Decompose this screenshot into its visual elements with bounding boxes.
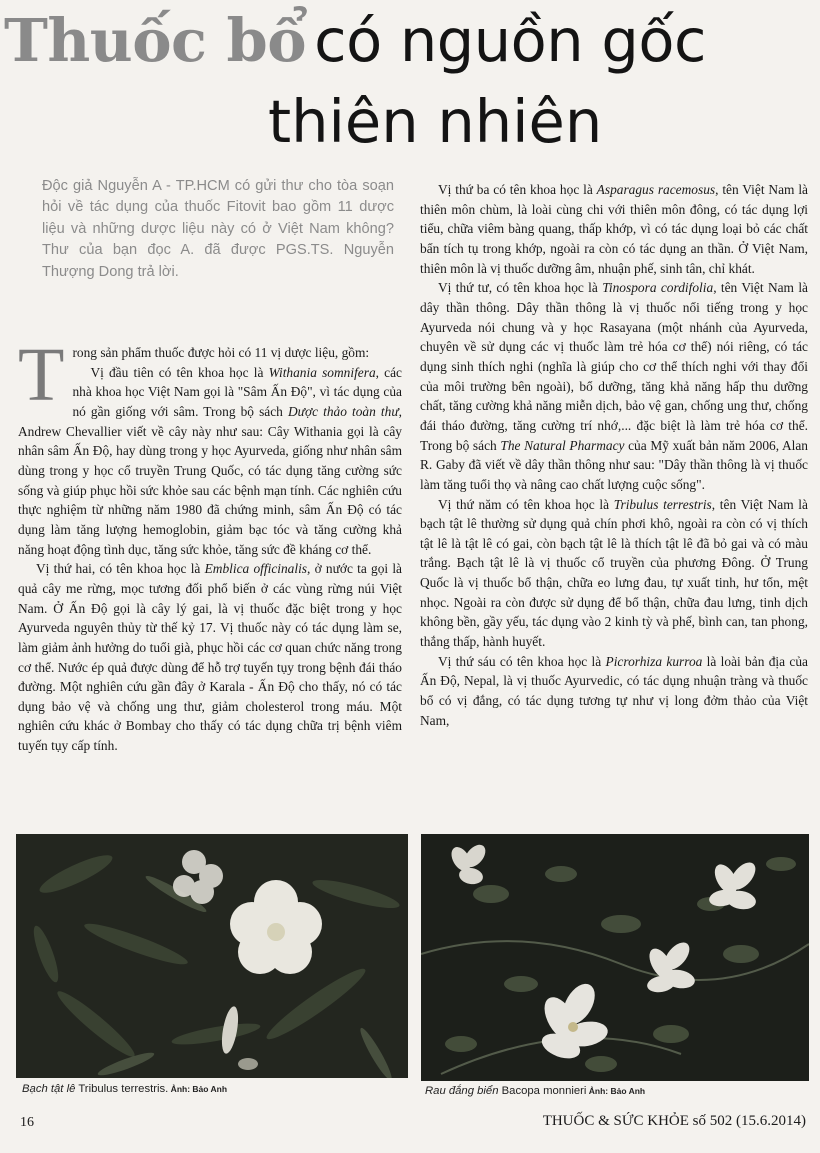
- scientific-name: Withania somnifera: [268, 364, 376, 380]
- photo-credit: Ảnh: Bảo Anh: [586, 1086, 646, 1096]
- left-column: [18, 333, 403, 756]
- scientific-name: Emblica officinalis: [204, 561, 308, 577]
- paragraph: [420, 495, 808, 652]
- paragraph-text: , tên Việt Nam là dây thần thông. Dây thần thông là vị thuốc nổi tiếng trong y học Ayurveda nói chung và y học Rasayana (một nhánh của Ayurveda, chuyên về sử dụng các vị thuốc làm trẻ hóa cơ thể) nói riêng, có tác dụng sinh thích nghi (nghĩa là giúp cho cơ thể thích nghi với thay đổi của môi trường bên ngoài), bổ dưỡng, tăng khả năng hấp thu dưỡng chất, tăng cường khả năng miễn dịch, bảo vệ gan, chống ung thư, chống đái tháo đường, tăng cường trí nhớ,... đặc biệt là làm trẻ hóa cơ thể. Trong bộ sách: [420, 280, 808, 453]
- drop-cap: T: [18, 333, 65, 417]
- flower-photo-image: [16, 834, 408, 1078]
- article-title: [0, 0, 820, 165]
- paragraph-text: , tên Việt Nam là thiên môn chùm, là loài cùng chi với thiên môn đông, có tác dụng lợi tiểu, chữa viêm bàng quang, thấp khớp, vì có tác dụng loại bỏ các chất bẩn tích tụ trong khớp, ngoài ra còn có tác dụng an thần. Ở Việt Nam, thiên môn là vị thuốc dưỡng âm, nhuận phế, sinh tân, chỉ khát.: [420, 182, 808, 276]
- title-line-2: thiên nhiên: [268, 87, 603, 156]
- title-rest-part: có nguồn gốc: [314, 6, 706, 75]
- photo-tribulus: [16, 834, 408, 1078]
- photo-bacopa: [421, 834, 809, 1081]
- magazine-issue: THUỐC & SỨC KHỎE số 502 (15.6.2014): [542, 1113, 806, 1129]
- paragraph-text: Vị đầu tiên có tên khoa học là: [90, 364, 269, 380]
- book-title: The Natural Pharmacy: [500, 437, 625, 453]
- paragraph-text: Vị thứ năm có tên khoa học là: [438, 496, 614, 512]
- paragraph-text: , ở nước ta gọi là quả cây me rừng, mọc tương đối phổ biến ở các vùng rừng núi Việt Nam. Ở Ấn Độ gọi là cây lý gai, là vị thuốc đặc biệt trong y học Ayurveda nguyên thủy từ thế kỷ 17. Vị thuốc này có tác dụng làm se, làm giảm ảnh hưởng do tuổi già, phục hồi các cơ quan chức năng trong cơ thể. Nước ép quả được dùng để hỗ trợ tuyến tụy trong bệnh đái tháo đường. Một nghiên cứu gần đây ở Karala - Ấn Độ cho thấy, nó có tác dụng bảo vệ và chống ung thư, giảm cholesterol trong máu. Một nghiên cứu khác ở Bombay cho thấy có tác dụng chữa trị bệnh viêm tuyến tụy cấp tính.: [18, 561, 403, 754]
- page-number: 16: [20, 1115, 34, 1130]
- paragraph-text: Vị thứ tư, có tên khoa học là: [438, 280, 603, 296]
- paragraph: [18, 363, 402, 560]
- right-column: [420, 180, 808, 730]
- paragraph: [420, 278, 808, 494]
- paragraph-text: Vị thứ hai, có tên khoa học là: [36, 561, 205, 577]
- flower-photo-image: [421, 834, 809, 1081]
- caption-sci-name: Bacopa monnieri: [498, 1085, 587, 1097]
- intro-paragraph: Độc giả Nguyễn A - TP.HCM có gửi thư cho tòa soạn hỏi về tác dụng của thuốc Fitovit bao gồm 11 dược liệu và những dược liệu này có ở Việt Nam không? Thư của bạn đọc A. đã được PGS.TS. Nguyễn Thượng Dong trả lời.: [42, 178, 394, 280]
- photo-credit: Ảnh: Bảo Anh: [168, 1084, 228, 1094]
- title-bold-part: Thuốc bổ: [4, 6, 307, 75]
- caption-sci-name: Tribulus terrestris.: [75, 1083, 169, 1095]
- paragraph: [420, 180, 808, 278]
- title-line-1: [0, 4, 820, 78]
- scientific-name: Picrorhiza kurroa: [605, 653, 703, 669]
- scientific-name: Asparagus racemosus: [596, 182, 716, 197]
- caption-right: [425, 1085, 645, 1097]
- paragraph: [420, 652, 808, 731]
- scientific-name: Tribulus terrestris: [613, 496, 712, 512]
- paragraph-text: là loài bản địa của Ấn Độ, Nepal, là vị thuốc Ayurvedic, có tác dụng nhuận tràng và thuốc bổ có vị đắng, có tác dụng tương tự như vị long đởm thảo của Việt Nam,: [420, 653, 808, 728]
- paragraph-text: Vị thứ sáu có tên khoa học là: [438, 653, 606, 669]
- caption-vn-name: Rau đắng biển: [425, 1085, 499, 1097]
- book-title: Dược thảo toàn thư: [287, 403, 399, 419]
- paragraph-text: Vị thứ ba có tên khoa học là: [438, 182, 597, 197]
- scientific-name: Tinospora cordifolia: [602, 280, 714, 296]
- paragraph-text: , tên Việt Nam là bạch tật lê thường sử dụng quả chín phơi khô, ngoài ra còn có vị thích tật lê là tật lê có gai, còn bạch tật lê là thích tật lê đã bỏ gai và có màu trắng. Bạch tật lê là vị thuốc cổ truyền của phương Đông. Ở Trung Quốc là vị thuốc bổ thận, chữa eo lưng đau, tự xuất tinh, hư tổn, mệt nhọc. Ngoài ra còn được sử dụng để bổ thận, chữa đau lưng, tinh dịch không bền, gầy yếu, tác dụng vào 2 kinh tỳ và phế, bình can, tan phong, thắng thấp, hành huyết.: [420, 496, 808, 650]
- paragraph-text: , các nhà khoa học Việt Nam gọi là "Sâm Ấn Độ", vì tác dụng của nó gần giống với sâm. Trong bộ sách: [72, 364, 402, 419]
- paragraph: [18, 559, 402, 756]
- caption-left: [22, 1083, 227, 1095]
- paragraph-text: của Mỹ xuất bản năm 2006, Alan R. Gaby đã viết về dây thần thông như sau: "Dây thần thông là vị thuốc làm tăng tuổi thọ và nâng cao chất lượng cuộc sống".: [420, 437, 809, 492]
- caption-vn-name: Bạch tật lê: [22, 1083, 76, 1095]
- paragraph-text: , Andrew Chevallier viết về cây này như sau: Cây Withania gọi là cây nhân sâm Ấn Độ, hay dùng trong y học Ayurveda, giống như nhân sâm dùng trong y học cổ truyền Trung Quốc, có tác dụng tăng cường sức sống và giúp phục hồi sức khỏe sau các bệnh mạn tính. Các nghiên cứu thực nghiệm từ những năm 1980 đã chứng minh, sâm Ấn Độ có tác dụng làm tăng lượng hemoglobin, giảm bạc tóc và tăng cường khả năng hoạt động tình dục, tăng sức khỏe, tăng sức đề kháng cơ thể.: [18, 403, 402, 557]
- paragraph-text: rong sản phẩm thuốc được hỏi có 11 vị dược liệu, gồm:: [72, 345, 370, 360]
